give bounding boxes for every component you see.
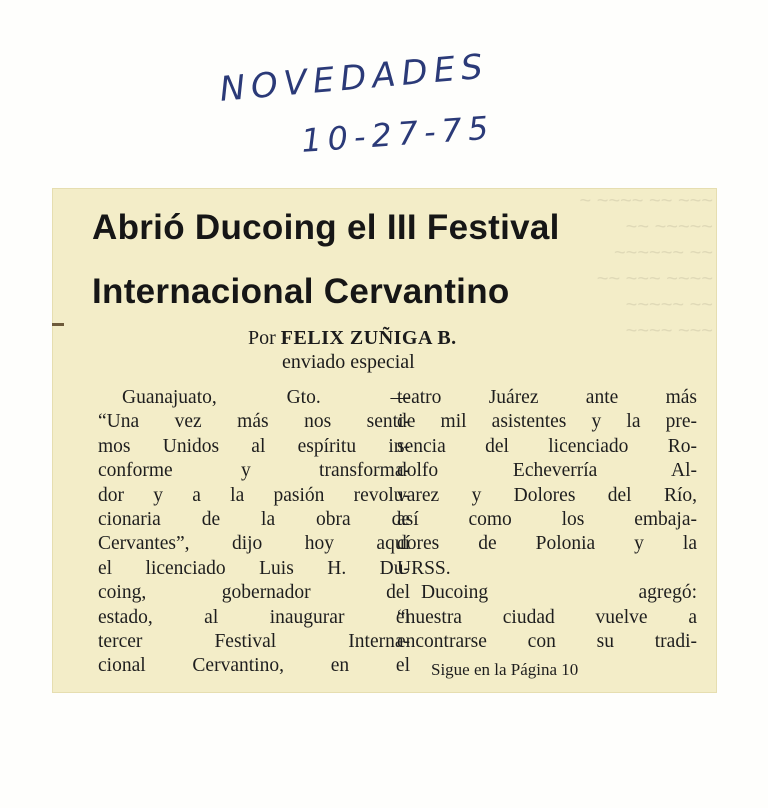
newspaper-clipping (52, 188, 717, 693)
column-line: el licenciado Luis H. Du- (98, 557, 410, 579)
column-line: “nuestra ciudad vuelve a (397, 606, 697, 628)
column-line: dolfo Echeverría Al- (397, 460, 697, 482)
article-column-1 (98, 386, 410, 679)
column-line: sencia del licenciado Ro- (397, 435, 697, 457)
byline-prefix: Por (248, 327, 276, 349)
column-line: dor y a la pasión revolu- (98, 484, 410, 506)
column-line: varez y Dolores del Río, (397, 484, 697, 506)
article-headline (92, 196, 560, 324)
byline (248, 326, 457, 350)
byline-author: FELIX ZUÑIGA B. (280, 327, 457, 349)
column-line: coing, gobernador del (98, 582, 410, 604)
column-line: teatro Juárez ante más (397, 387, 697, 408)
column-line: conforme y transforma- (98, 460, 410, 482)
bleed-through-texture: ~ ~~~~ ~~ ~~~ ~~ ~~~~~ ~~~~~~ ~~ ~~ ~~~ ~~~~ ~~~~~ ~~ ~~~~ ~~~ (579, 190, 713, 342)
headline-line-2: Internacional Cervantino (92, 272, 510, 311)
column-line: tercer Festival Interna- (98, 631, 410, 653)
column-line: de mil asistentes y la pre- (397, 411, 697, 433)
column-line: así como los embaja- (397, 509, 697, 531)
article-column-2 (397, 386, 697, 683)
column-line: cionaria de la obra de (98, 509, 410, 531)
column-line: Cervantes”, dijo hoy aquí (98, 533, 410, 555)
byline-role: enviado especial (282, 351, 415, 373)
column-line: dores de Polonia y la (397, 533, 697, 555)
continuation-note: Sigue en la Página 10 (431, 660, 579, 680)
handwritten-source-note: NOVEDADES (218, 46, 491, 110)
column-line: Guanajuato, Gto. — (122, 387, 410, 408)
column-line: estado, al inaugurar el (98, 606, 410, 628)
headline-line-1: Abrió Ducoing el III Festival (92, 208, 560, 247)
column-line: “Una vez más nos senti- (98, 411, 410, 433)
handwritten-date-note: 10-27-75 (300, 108, 496, 160)
column-line: Ducoing agregó: (421, 582, 697, 604)
column-line: URSS. (397, 557, 451, 579)
column-line: cional Cervantino, en el (98, 655, 410, 677)
paper-mark (52, 323, 64, 326)
column-line: encontrarse con su tradi- (397, 631, 697, 653)
column-line: mos Unidos al espíritu in- (98, 435, 410, 457)
